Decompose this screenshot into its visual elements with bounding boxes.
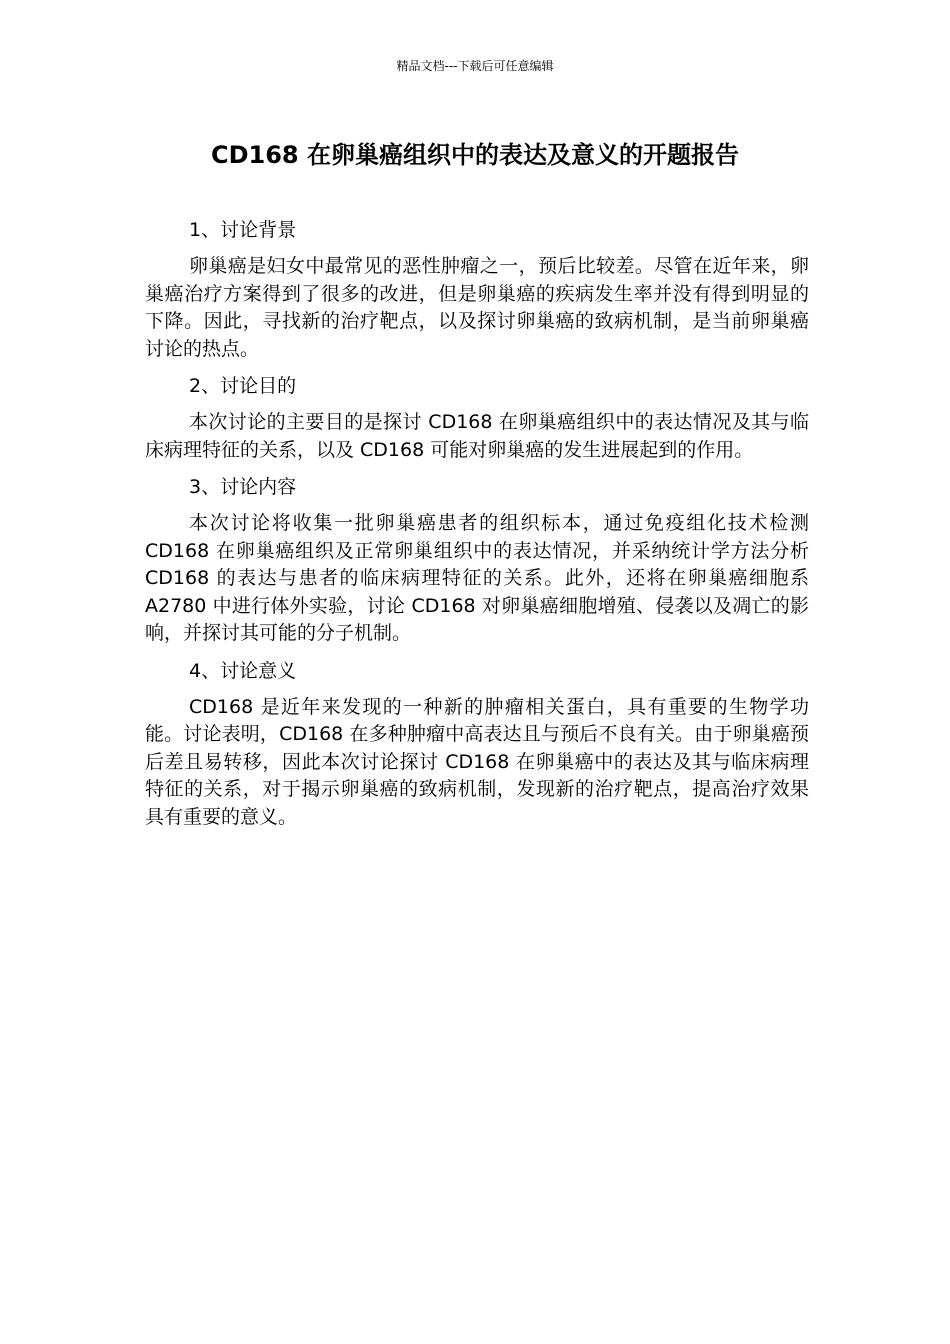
section-paragraph: 本次讨论的主要目的是探讨 CD168 在卵巢癌组织中的表达情况及其与临床病理特征的关系，以及 CD168 可能对卵巢癌的发生进展起到的作用。 bbox=[145, 411, 809, 461]
section-paragraph: 卵巢癌是妇女中最常见的恶性肿瘤之一，预后比较差。尽管在近年来，卵巢癌治疗方案得到了很多的改进，但是卵巢癌的疾病发生率并没有得到明显的下降。因此，寻找新的治疗靶点，以及探讨卵巢癌的致病机制，是当前卵巢癌讨论的热点。 bbox=[145, 255, 809, 360]
document-title: CD168 在卵巢癌组织中的表达及意义的开题报告 bbox=[211, 141, 739, 169]
section-heading: 3、讨论内容 bbox=[189, 476, 297, 498]
section-heading: 4、讨论意义 bbox=[189, 659, 297, 682]
section-significance bbox=[145, 657, 809, 832]
document-body bbox=[145, 216, 809, 840]
section-purpose bbox=[145, 372, 809, 464]
header-note: 精品文档---下载后可任意编辑 bbox=[396, 59, 554, 73]
section-paragraph: 本次讨论将收集一批卵巢癌患者的组织标本，通过免疫组化技术检测 CD168 在卵巢癌组织及正常卵巢组织中的表达情况，并采纳统计学方法分析 CD168 的表达与患者的临床病理特征的关系。此外，还将在卵巢癌细胞系 A2780 中进行体外实验，讨论 CD168 对卵巢癌细胞增殖、侵袭以及凋亡的影响，并探讨其可能的分子机制。 bbox=[145, 512, 809, 644]
section-heading: 2、讨论目的 bbox=[189, 375, 297, 397]
section-content bbox=[145, 473, 809, 648]
section-heading: 1、讨论背景 bbox=[189, 219, 297, 241]
section-background bbox=[145, 216, 809, 363]
section-paragraph: CD168 是近年来发现的一种新的肿瘤相关蛋白，具有重要的生物学功能。讨论表明，CD168 在多种肿瘤中高表达且与预后不良有关。由于卵巢癌预后差且易转移，因此本次讨论探讨 CD168 在卵巢癌中的表达及其与临床病理特征的关系，对于揭示卵巢癌的致病机制，发现新的治疗靶点，提高治疗效果具有重要的意义。 bbox=[145, 695, 809, 828]
